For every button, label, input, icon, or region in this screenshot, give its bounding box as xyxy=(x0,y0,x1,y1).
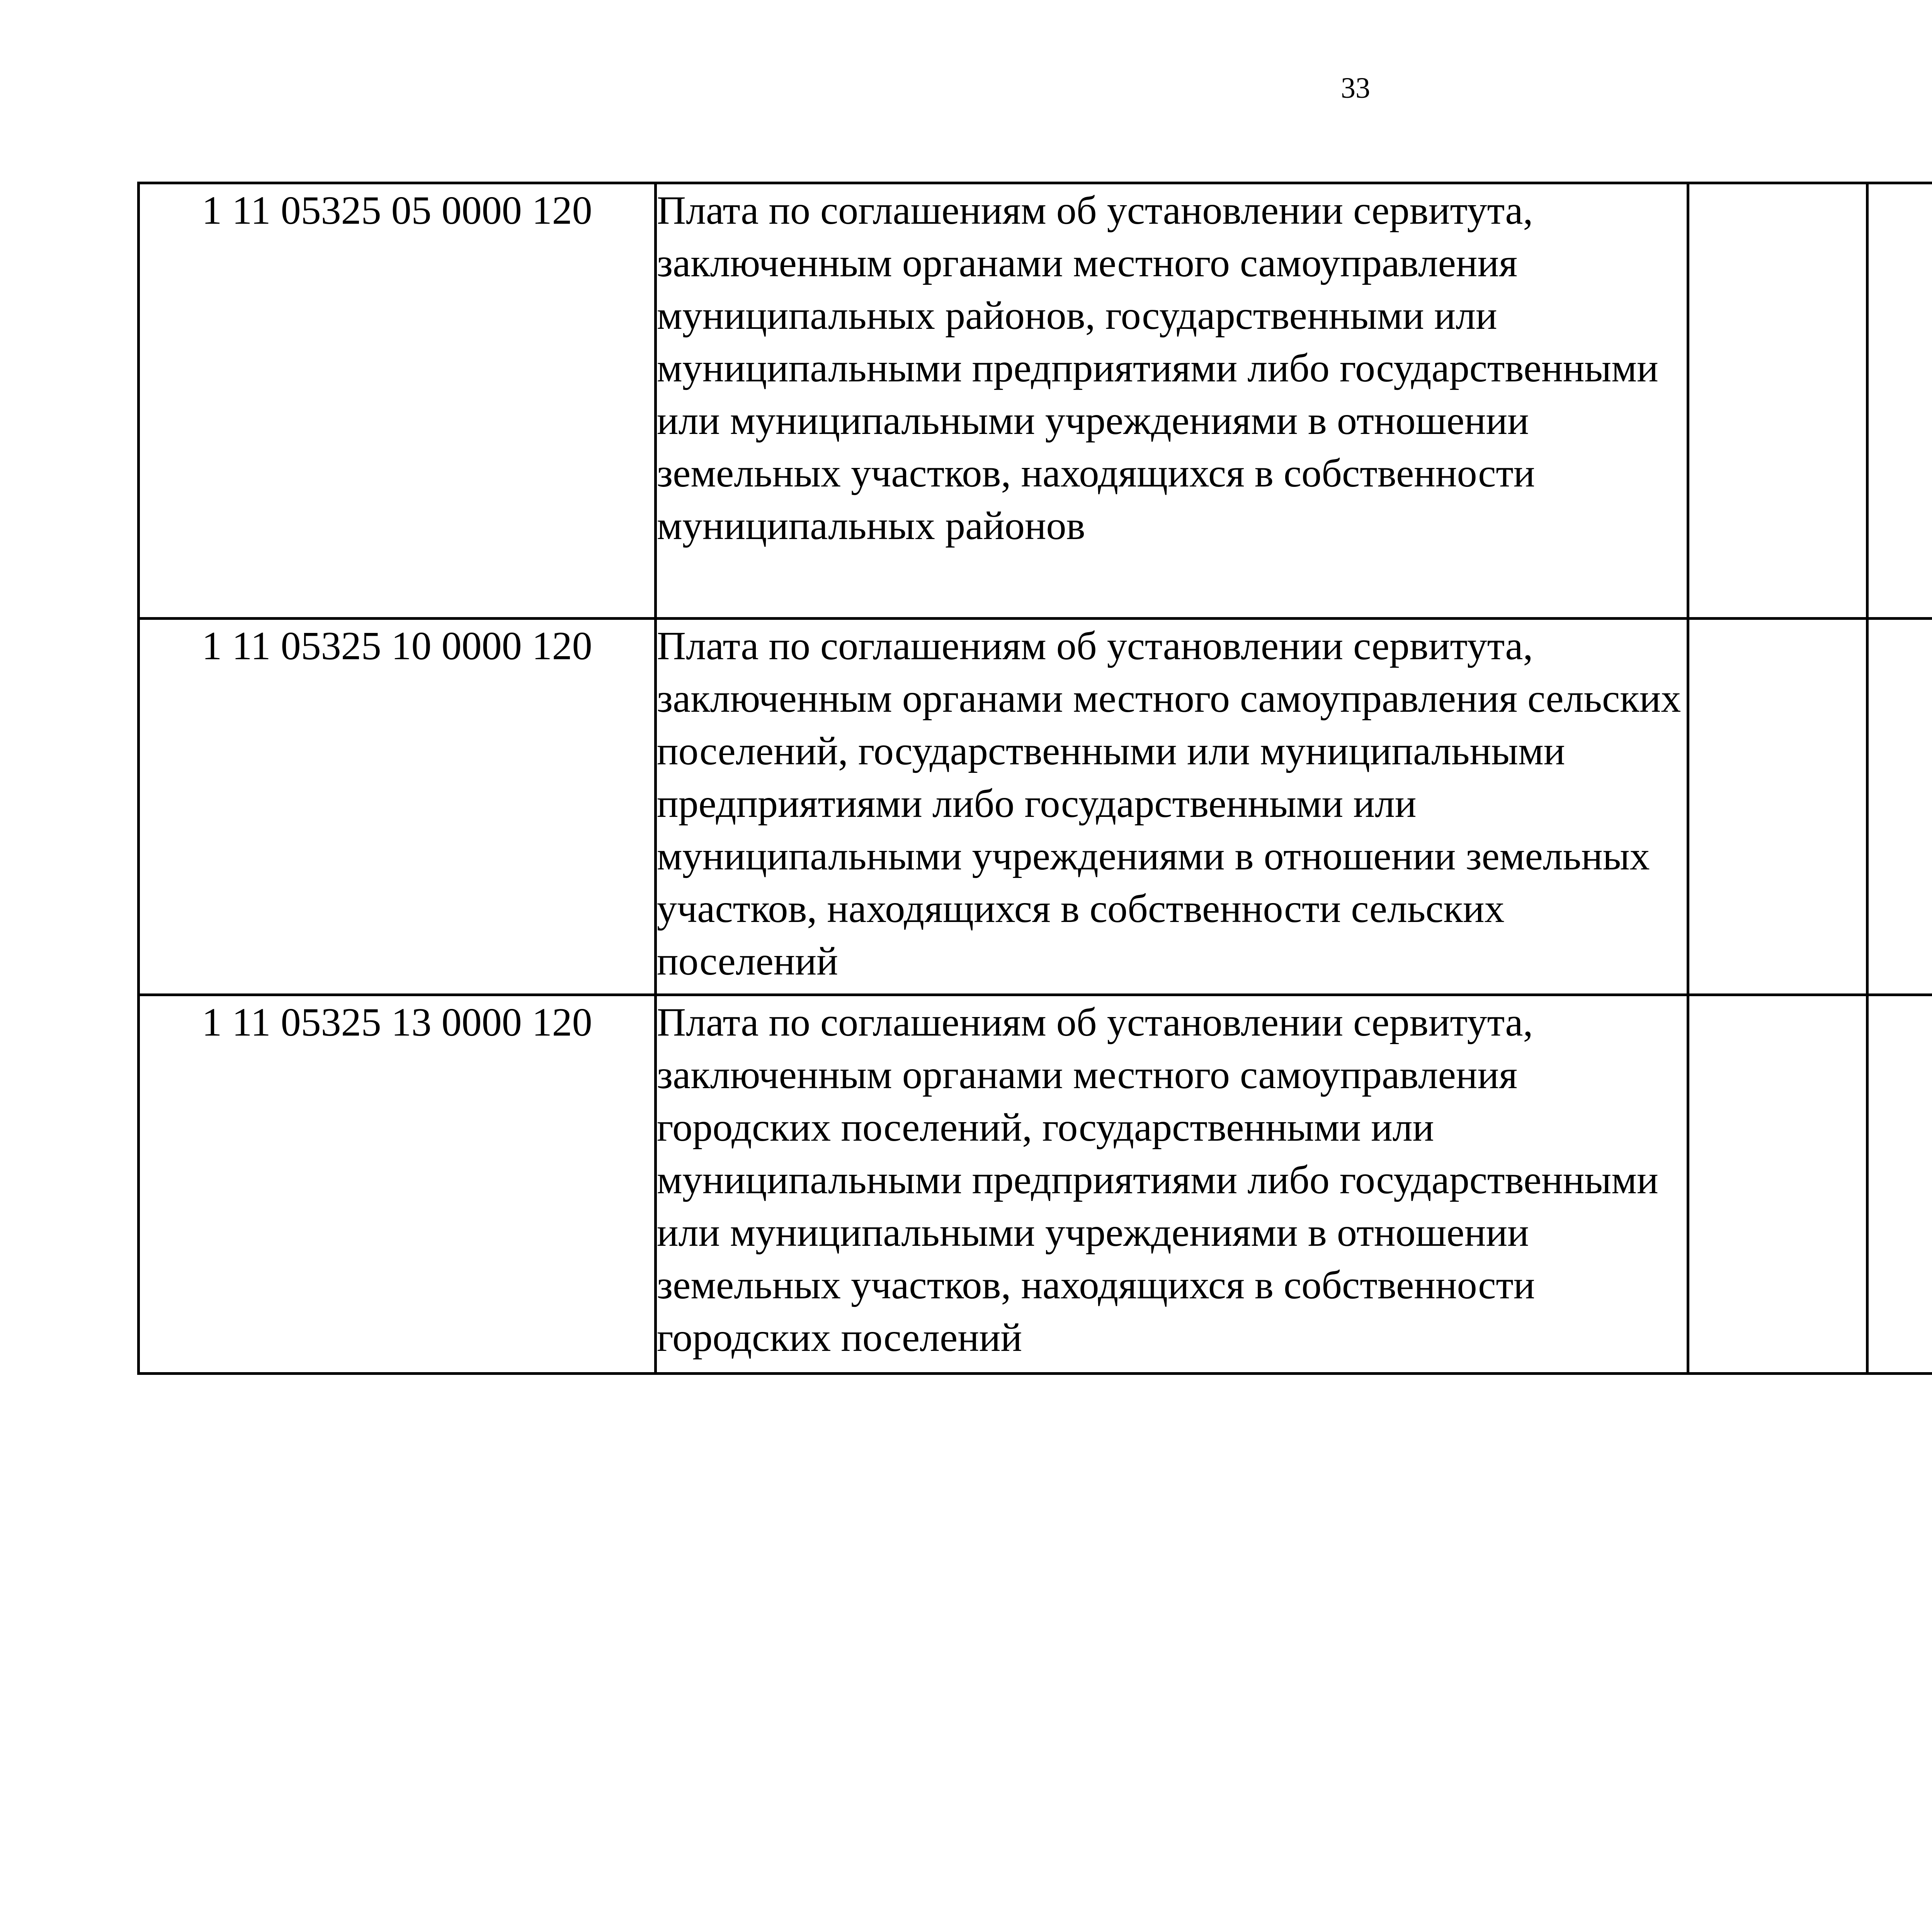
table-row xyxy=(139,995,1932,1374)
page-number: 33 xyxy=(1341,72,1370,104)
value-cell xyxy=(1867,183,1932,619)
value-cell xyxy=(1867,995,1932,1374)
income-description-cell: Плата по соглашениям об установлении сервитута, заключенным органами местного самоуправления городских поселений, государственными или муниципальными предприятиями либо государственными или муниципальными учреждениями в отношении земельных участков, находящихся в собственности городских поселений xyxy=(656,995,1688,1374)
value-cell xyxy=(1867,619,1932,995)
budget-income-table xyxy=(137,182,1932,1375)
table-row xyxy=(139,183,1932,619)
budget-code-cell: 1 11 05325 05 0000 120 xyxy=(139,183,656,619)
value-cell xyxy=(1688,183,1867,619)
value-cell xyxy=(1688,619,1867,995)
table-row xyxy=(139,619,1932,995)
budget-code-cell: 1 11 05325 13 0000 120 xyxy=(139,995,656,1374)
budget-code-cell: 1 11 05325 10 0000 120 xyxy=(139,619,656,995)
value-cell xyxy=(1688,995,1867,1374)
income-description-cell: Плата по соглашениям об установлении сервитута, заключенным органами местного самоуправления сельских поселений, государственными или муниципальными предприятиями либо государственными или муниципальными учреждениями в отношении земельных участков, находящихся в собственности сельских поселений xyxy=(656,619,1688,995)
income-description-cell: Плата по соглашениям об установлении сервитута, заключенным органами местного самоуправления муниципальных районов, государственными или муниципальными предприятиями либо государственными или муниципальными учреждениями в отношении земельных участков, находящихся в собственности муниципальных районов xyxy=(656,183,1688,619)
